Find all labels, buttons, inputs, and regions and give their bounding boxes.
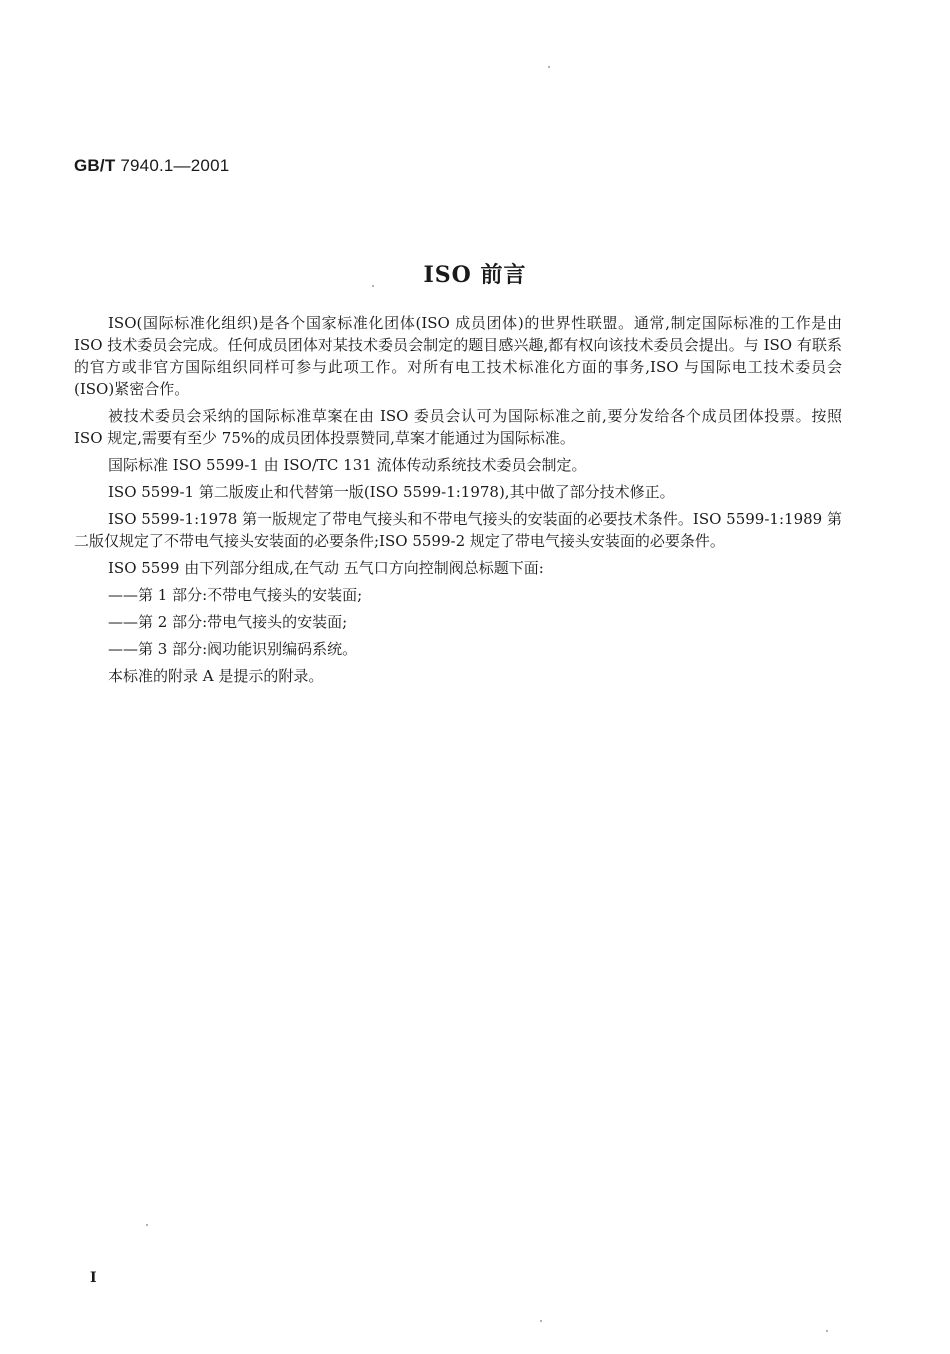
standard-number: 7940.1—2001 [120,156,230,175]
page-title: ISO 前言 [423,262,527,288]
paragraph-parts-intro [108,557,842,579]
paragraph-prepared-by [108,454,842,476]
paragraph-text: 被技术委员会采纳的国际标准草案在由 ISO 委员会认可为国际标准之前,要分发给各个成员团体投票。按照 ISO 规定,需要有至少 75%的成员团体投票赞同,草案才能通过为国际标准。 [74,407,842,447]
scan-speck [540,1320,542,1322]
scan-speck [826,1330,828,1332]
scan-speck [372,285,374,287]
standard-prefix: GB/T [74,156,116,175]
paragraph-iso-intro [74,312,842,400]
paragraph-text: 国际标准 ISO 5599-1 由 ISO/TC 131 流体传动系统技术委员会制定。 [108,456,587,474]
standard-code [74,156,229,176]
scan-speck [146,1224,148,1226]
paragraph-voting [74,405,842,449]
paragraph-edition [108,481,842,503]
paragraph-text: ISO 5599 由下列部分组成,在气动 五气口方向控制阀总标题下面: [108,559,544,577]
closing-note: 本标准的附录 A 是提示的附录。 [108,667,324,685]
paragraph-text: ISO(国际标准化组织)是各个国家标准化团体(ISO 成员团体)的世界性联盟。通常,制定国际标准的工作是由 ISO 技术委员会完成。任何成员团体对某技术委员会制定的题目感兴趣,都有权向该技术委员会提出。与 ISO 有联系的官方或非官方国际组织同样可参与此项工作。对所有电工技术标准化方面的事务,ISO 与国际电工技术委员会(ISO)紧密合作。 [74,314,842,398]
foreword-body [74,312,842,692]
list-item-part-1: ——第 1 部分:不带电气接头的安装面; [108,586,363,604]
list-item-part-2: ——第 2 部分:带电气接头的安装面; [108,613,348,631]
paragraph-scope [74,508,842,552]
paragraph-text: ISO 5599-1 第二版废止和代替第一版(ISO 5599-1:1978),其中做了部分技术修正。 [108,483,675,501]
scan-speck [548,66,550,68]
list-item-part-3: ——第 3 部分:阀功能识别编码系统。 [108,640,358,658]
paragraph-text: ISO 5599-1:1978 第一版规定了带电气接头和不带电气接头的安装面的必要技术条件。ISO 5599-1:1989 第二版仅规定了不带电气接头安装面的必要条件;ISO 5599-2 规定了带电气接头安装面的必要条件。 [74,510,842,550]
page-number: I [90,1270,97,1286]
